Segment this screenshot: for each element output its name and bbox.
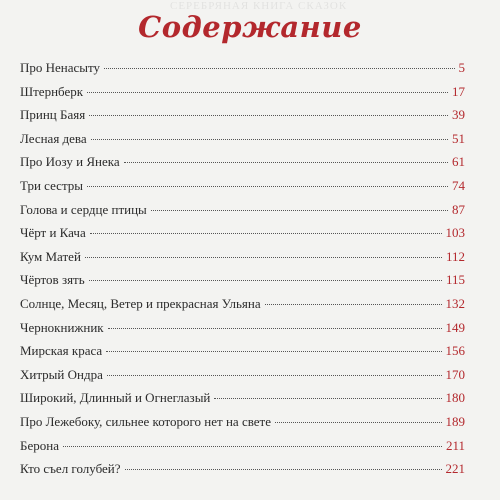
toc-entry [20, 103, 465, 127]
toc-entry [20, 268, 465, 292]
toc-entry [20, 316, 465, 340]
dot-leader [89, 115, 448, 116]
toc-entry-title: Берона [20, 437, 59, 453]
dot-leader [108, 328, 442, 329]
bleed-through-text: СЕРЕБРЯНАЯ КНИГА СКАЗОК [170, 0, 348, 12]
toc-entry-title: Кум Матей [20, 248, 81, 264]
toc-entry-page: 87 [452, 201, 465, 217]
toc-entry-title: Хитрый Ондра [20, 366, 103, 382]
dot-leader [85, 257, 442, 258]
toc-entry [20, 56, 465, 80]
toc-entry-page: 17 [452, 83, 465, 99]
toc-entry-title: Лесная дева [20, 130, 87, 146]
toc-entry [20, 174, 465, 198]
toc-entry [20, 245, 465, 269]
toc-entry-title: Про Иозу и Янека [20, 154, 120, 170]
toc-entry-title: Чернокнижник [20, 319, 104, 335]
toc-entry [20, 150, 465, 174]
toc-entry-page: 5 [458, 60, 465, 75]
dot-leader [275, 422, 442, 423]
toc-entry-page: 61 [452, 154, 465, 170]
toc-entry-title: Принц Баяя [20, 107, 86, 123]
toc-entry-title: Голова и сердце птицы [20, 201, 147, 217]
toc-entry [20, 339, 465, 363]
toc-entry [20, 434, 465, 458]
toc-entry-title: Про Ненасыту [20, 60, 101, 75]
dot-leader [63, 446, 442, 447]
toc-entry-page: 132 [445, 295, 465, 311]
toc-entry-page: 180 [445, 390, 465, 406]
toc-entry-page: 156 [445, 343, 465, 359]
toc-entry [20, 127, 465, 151]
dot-leader [87, 92, 448, 93]
dot-leader [265, 304, 442, 305]
toc-entry-title: Три сестры [20, 177, 84, 193]
toc-entry-title: Солнце, Месяц, Ветер и прекрасная Ульяна [20, 295, 261, 311]
toc-entry [20, 80, 465, 104]
dot-leader [151, 210, 448, 211]
page-title: Содержание [138, 10, 362, 44]
toc-entry [20, 292, 465, 316]
toc-entry [20, 386, 465, 410]
toc-entry-title: Про Лежебоку, сильнее которого нет на свете [20, 413, 271, 429]
toc-entry-title: Чёрт и Кача [20, 225, 86, 241]
dot-leader [106, 351, 441, 352]
dot-leader [104, 68, 454, 69]
toc-entry-page: 74 [452, 177, 465, 193]
toc-entry-page: 112 [445, 248, 465, 264]
dot-leader [214, 398, 441, 399]
dot-leader [89, 280, 442, 281]
table-of-contents [20, 56, 465, 481]
toc-entry [20, 457, 465, 481]
dot-leader [107, 375, 442, 376]
dot-leader [90, 233, 442, 234]
toc-entry-title: Чёртов зять [20, 272, 85, 288]
toc-entry-title: Мирская краса [20, 343, 103, 359]
toc-entry [20, 410, 465, 434]
dot-leader [125, 469, 442, 470]
toc-entry-title: Кто съел голубей? [20, 461, 121, 477]
toc-entry-page: 149 [445, 319, 465, 335]
toc-entry-page: 189 [445, 413, 465, 429]
toc-entry-title: Широкий, Длинный и Огнеглазый [20, 390, 211, 406]
toc-entry-page: 115 [445, 272, 465, 288]
toc-entry-page: 211 [445, 437, 465, 453]
toc-entry [20, 363, 465, 387]
toc-entry-title: Штернберк [20, 83, 84, 99]
dot-leader [124, 162, 448, 163]
toc-entry-page: 51 [452, 130, 465, 146]
dot-leader [91, 139, 448, 140]
toc-entry-page: 103 [445, 225, 465, 241]
toc-entry [20, 221, 465, 245]
toc-entry-page: 39 [452, 107, 465, 123]
toc-entry [20, 198, 465, 222]
toc-entry-page: 221 [445, 461, 465, 477]
toc-entry-page: 170 [445, 366, 465, 382]
dot-leader [87, 186, 448, 187]
